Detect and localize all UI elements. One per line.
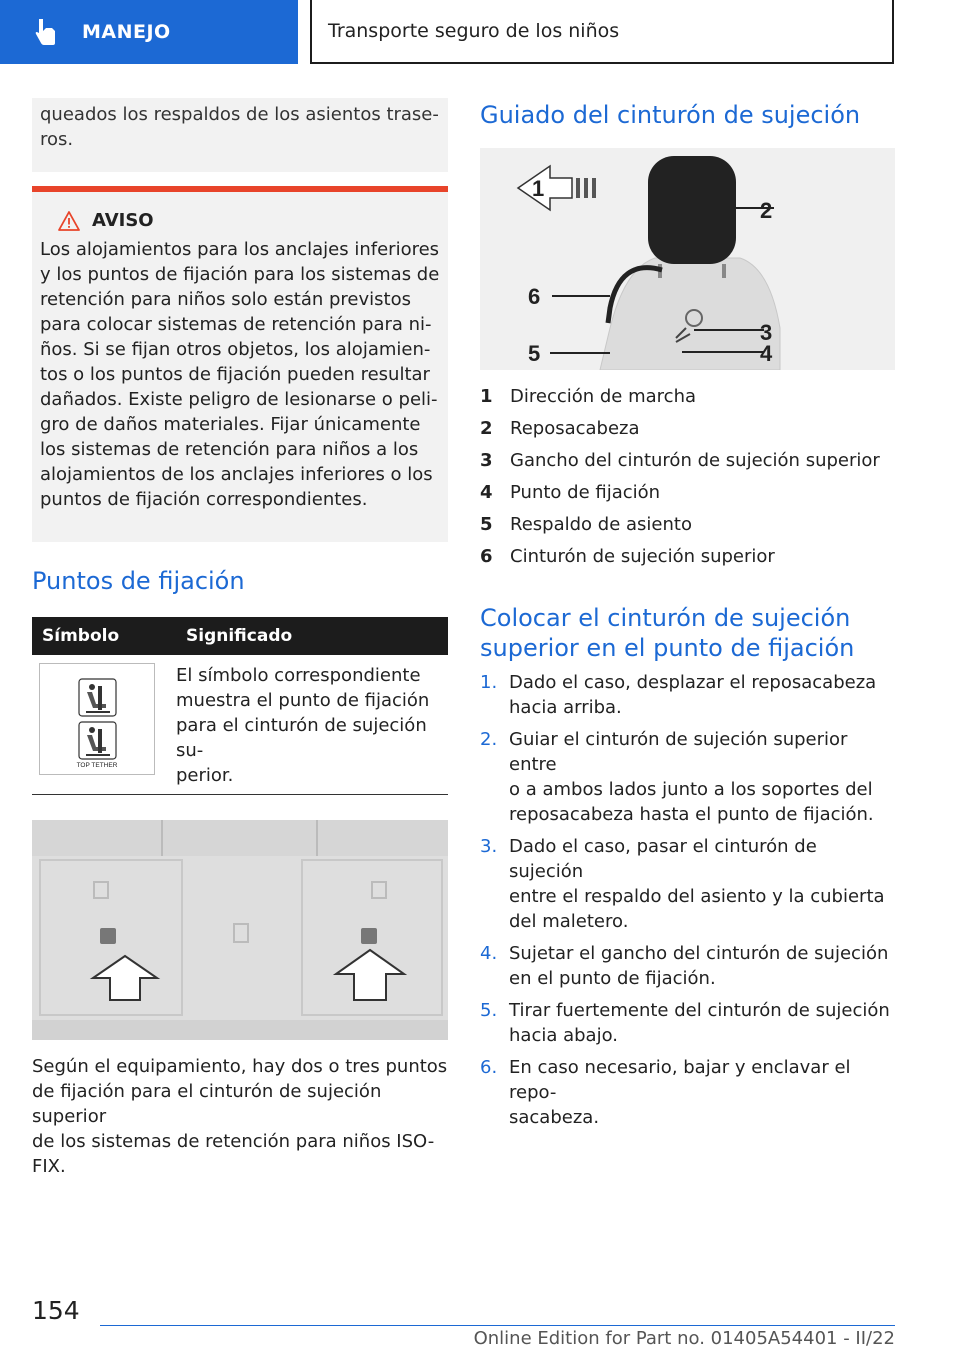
- list-item: 2. Guiar el cinturón de sujeción superior entre o a ambos lados junto a los soportes del reposacabeza hasta el punto de fijación.: [480, 729, 874, 825]
- warning-box: [32, 186, 448, 542]
- figure-label-4: 4: [760, 341, 773, 366]
- continuation-text: queados los respaldos de los asientos trase- ros.: [40, 104, 439, 150]
- warning-line: dañados. Existe peligro de lesionarse o peli-: [40, 389, 438, 410]
- list-item: 3. Dado el caso, pasar el cinturón de sujeción entre el respaldo del asiento y la cubierta del maletero.: [480, 836, 885, 932]
- para-line: de los sistemas de retención para niños ISO-: [32, 1131, 435, 1152]
- steering-hand-icon: [30, 17, 64, 47]
- meaning-line: muestra el punto de fijación: [176, 690, 430, 711]
- child-seat-icon: [40, 664, 154, 774]
- warning-body: [40, 237, 440, 512]
- list-item: 6. En caso necesario, bajar y enclavar el repo- sacabeza.: [480, 1057, 851, 1128]
- chapter-title-text: Transporte seguro de los niños: [328, 20, 620, 42]
- section-heading-belt-guide: Guiado del cinturón de sujeción: [480, 101, 861, 129]
- para-line: FIX.: [32, 1156, 66, 1177]
- figure-label-2: 2: [760, 198, 773, 223]
- top-tether-symbol: [39, 663, 155, 775]
- footer-divider: [100, 1325, 895, 1326]
- list-item: 4. Sujetar el gancho del cinturón de sujeción en el punto de fijación.: [480, 943, 889, 989]
- column-header-symbol: Símbolo: [32, 617, 176, 655]
- instruction-steps: [480, 670, 895, 1137]
- warning-line: retención para niños solo están previstos: [40, 289, 411, 310]
- heading-line: Colocar el cinturón de sujeción: [480, 604, 851, 632]
- warning-line: Los alojamientos para los anclajes inferiores: [40, 239, 440, 260]
- legend-item: 6 Cinturón de sujeción superior: [480, 545, 775, 567]
- legend-item: 1 Dirección de marcha: [480, 385, 697, 407]
- meaning-line: para el cinturón de sujeción su-: [176, 715, 427, 761]
- section-tab: [0, 0, 298, 64]
- figure-label-6: 6: [528, 284, 541, 309]
- section-label: MANEJO: [82, 21, 171, 43]
- meaning-line: El símbolo correspondiente: [176, 665, 421, 686]
- section-heading-fixation-points: Puntos de fijación: [32, 567, 245, 595]
- list-item: 1. Dado el caso, desplazar el reposacabeza hacia arriba.: [480, 672, 877, 718]
- section-heading-attach-belt: [480, 603, 895, 663]
- divider: [32, 794, 448, 795]
- warning-line: y los puntos de fijación para los sistemas de: [40, 264, 440, 285]
- list-item: 5. Tirar fuertemente del cinturón de sujeción hacia abajo.: [480, 1000, 890, 1046]
- warning-line: tos o los puntos de fijación pueden resultar: [40, 364, 430, 385]
- column-header-meaning: Significado: [176, 617, 448, 655]
- warning-line: puntos de fijación correspondientes.: [40, 489, 368, 510]
- heading-line: superior en el punto de fijación: [480, 634, 855, 662]
- legend-item: 5 Respaldo de asiento: [480, 513, 692, 535]
- headrest-diagram: [480, 148, 895, 370]
- figure-label-3: 3: [760, 320, 773, 345]
- warning-line: para colocar sistemas de retención para ni-: [40, 314, 432, 335]
- symbol-table: [32, 617, 448, 788]
- anchor-description: [32, 1054, 448, 1179]
- edition-note: Online Edition for Part no. 01405A54401 - II/22: [473, 1328, 895, 1349]
- para-line: Según el equipamiento, hay dos o tres puntos: [32, 1056, 448, 1077]
- legend-item: 4 Punto de fijación: [480, 481, 661, 503]
- continuation-box: [32, 98, 448, 172]
- warning-title: [58, 210, 440, 231]
- legend-item: 3 Gancho del cinturón de sujeción superior: [480, 449, 880, 471]
- figure-label-5: 5: [528, 341, 541, 366]
- legend-item: 2 Reposacabeza: [480, 417, 640, 439]
- warning-triangle-icon: [58, 211, 80, 231]
- table-header-row: [32, 617, 448, 655]
- warning-line: los sistemas de retención para niños a los: [40, 439, 419, 460]
- meaning-line: perior.: [176, 765, 234, 786]
- warning-title-text: AVISO: [92, 210, 154, 231]
- anchor-points-photo: [32, 820, 448, 1040]
- page-number: 154: [32, 1296, 80, 1325]
- figure-label-1: 1: [532, 176, 545, 201]
- para-line: de fijación para el cinturón de sujeción superior: [32, 1081, 382, 1127]
- warning-line: ños. Si se fijan otros objetos, los alojamien-: [40, 339, 431, 360]
- chapter-title: [310, 0, 894, 64]
- figure-legend: [480, 380, 895, 572]
- warning-line: gro de daños materiales. Fijar únicamente: [40, 414, 421, 435]
- table-row: [32, 655, 448, 788]
- top-tether-caption: TOP TETHER: [76, 762, 118, 769]
- warning-line: alojamientos de los anclajes inferiores o los: [40, 464, 433, 485]
